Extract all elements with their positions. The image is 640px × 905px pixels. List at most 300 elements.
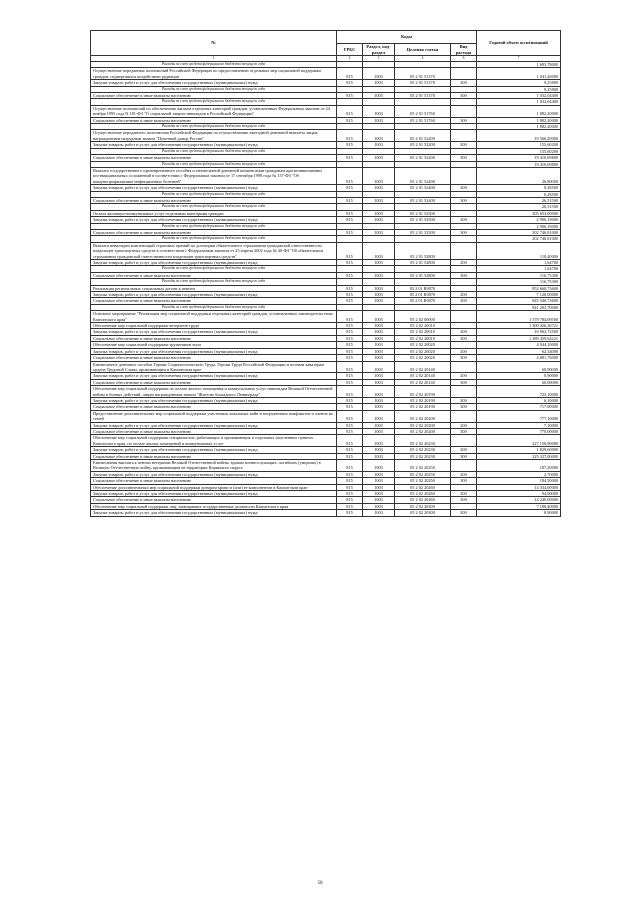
- razdel-cell: 1003: [363, 379, 395, 385]
- razdel-cell: 1003: [363, 404, 395, 410]
- grbs-cell: 815: [337, 386, 363, 398]
- amount-cell: 116,75300: [477, 279, 561, 285]
- expense-type-cell: 200: [451, 491, 477, 497]
- razdel-cell: 1003: [363, 197, 395, 203]
- note-text: Расходы за счет средств федерального бюджета текущего года: [91, 148, 337, 154]
- amount-cell: 6,10000: [477, 397, 561, 403]
- item-name: Закупка товаров, работ и услуг для обеспечения государственных (муниципальных) нужд: [91, 491, 337, 497]
- item-name: Социальное обеспечение и иные выплаты населению: [91, 404, 337, 410]
- amount-cell: 1,64700: [477, 260, 561, 266]
- grbs-cell: 815: [337, 335, 363, 341]
- expense-type-cell: 200: [451, 447, 477, 453]
- amount-cell: 845 540,73600: [477, 298, 561, 304]
- note-text: Расходы за счет средств федерального бюджета текущего года: [91, 204, 337, 210]
- target-article-cell: 05 2 02 20250: [395, 471, 451, 477]
- expense-type-cell: [451, 167, 477, 184]
- target-article-cell: 05 2 02 20300: [395, 510, 451, 516]
- target-article-cell: 05 2 02 20190: [395, 386, 451, 398]
- amount-cell: 0,28500: [477, 191, 561, 197]
- amount-cell: 225 327,00000: [477, 453, 561, 459]
- target-article-cell: 05 2 02 20260: [395, 491, 451, 497]
- item-name: Социальное обеспечение и иные выплаты населению: [91, 155, 337, 161]
- target-article-cell: 05 2 01 52400: [395, 197, 451, 203]
- amount-cell: 0,90000: [477, 373, 561, 379]
- grbs-cell: 815: [337, 329, 363, 335]
- note-text: Расходы за счет средств федерального бюджета текущего года: [91, 266, 337, 272]
- razdel-cell: 1003: [363, 260, 395, 266]
- note-text: Расходы за счет средств федерального бюджета текущего года: [91, 191, 337, 197]
- razdel-cell: 1003: [363, 242, 395, 259]
- expense-type-cell: 200: [451, 185, 477, 191]
- grbs-cell: 815: [337, 142, 363, 148]
- grbs-cell: 815: [337, 361, 363, 373]
- item-name: Закупка товаров, работ и услуг для обеспечения государственных (муниципальных) нужд: [91, 373, 337, 379]
- header-target-article: Целевая статья: [395, 44, 451, 56]
- column-index: 7: [477, 56, 561, 62]
- amount-cell: 1 882,20000: [477, 117, 561, 123]
- table-row: [91, 510, 561, 516]
- expense-type-cell: 300: [451, 478, 477, 484]
- amount-cell: 1 041,20000: [477, 68, 561, 80]
- razdel-cell: 1003: [363, 130, 395, 142]
- grbs-cell: 815: [337, 373, 363, 379]
- expense-type-cell: 200: [451, 373, 477, 379]
- amount-cell: 9,25800: [477, 80, 561, 86]
- note-text: Расходы за счет средств федерального бюджета текущего года: [91, 99, 337, 105]
- amount-cell: 777,10000: [477, 410, 561, 422]
- target-article-cell: 05 2 01 51370: [395, 80, 451, 86]
- item-name: Социальное обеспечение и иные выплаты населению: [91, 428, 337, 434]
- expense-type-cell: 300: [451, 197, 477, 203]
- expense-type-cell: [451, 105, 477, 117]
- razdel-cell: 1003: [363, 373, 395, 379]
- item-name: Социальное обеспечение и иные выплаты населению: [91, 272, 337, 278]
- amount-cell: 116,75300: [477, 272, 561, 278]
- column-index: 1: [91, 56, 337, 62]
- razdel-cell: 1003: [363, 323, 395, 329]
- amount-cell: 60,90000: [477, 361, 561, 373]
- amount-cell: 19 410,69800: [477, 161, 561, 167]
- target-article-cell: 05 2 02 20250: [395, 478, 451, 484]
- item-name: Ежемесячное денежное пособие Героям Социалистического Труда, Героям Труда Российской Федерации и полным кавалерам ордена Трудовой Славы, проживающим в Камчатском крае: [91, 361, 337, 373]
- target-article-cell: 05 2 01 51370: [395, 93, 451, 99]
- note-text: Расходы за счет средств федерального бюджета текущего года: [91, 223, 337, 229]
- razdel-cell: 1003: [363, 503, 395, 509]
- grbs-cell: 815: [337, 404, 363, 410]
- grbs-cell: 815: [337, 422, 363, 428]
- expense-type-cell: 300: [451, 229, 477, 235]
- table-row: [91, 361, 561, 373]
- item-name: Реализация региональных социальных доплат к пенсии: [91, 285, 337, 291]
- item-name: Закупка товаров, работ и услуг для обеспечения государственных (муниципальных) нужд: [91, 292, 337, 298]
- expense-type-cell: 300: [451, 93, 477, 99]
- item-name: Социальное обеспечение и иные выплаты населению: [91, 229, 337, 235]
- razdel-cell: 1003: [363, 292, 395, 298]
- razdel-cell: 1003: [363, 335, 395, 341]
- table-row: [91, 68, 561, 80]
- razdel-cell: 1003: [363, 478, 395, 484]
- item-name: Основное мероприятие "Реализация мер социальной поддержки отдельных категорий граждан, установленных законодательством Камчатского края": [91, 311, 337, 323]
- razdel-cell: 1003: [363, 210, 395, 216]
- amount-cell: 155,60200: [477, 148, 561, 154]
- expense-type-cell: 200: [451, 348, 477, 354]
- item-name: Обеспечение мер социальной поддержки по оплате жилого помещения и коммунальных услуг инвалидам Великой Отечественной войны и боевых действий, лицам награжденным знаком "Жителю блокадного Ленинграда": [91, 386, 337, 398]
- grbs-cell: 815: [337, 105, 363, 117]
- grbs-cell: 815: [337, 130, 363, 142]
- item-name: Ежемесячная выплата к пенсии ветеранам Великой Отечественной войны, вдовам военнослужащих, погибших (умерших) в Великую Отечественную войну, проживающим на территории Корякского округа: [91, 460, 337, 472]
- item-name: Осуществление переданных полномочий Российской Федерации по предоставлению отдельных мер социальной поддержки граждан, подвергшихся воздействию радиации: [91, 68, 337, 80]
- amount-cell: 155,60200: [477, 142, 561, 148]
- razdel-cell: 1003: [363, 167, 395, 184]
- razdel-cell: 1003: [363, 229, 395, 235]
- target-article-cell: 05 2 02 20190: [395, 397, 451, 403]
- grbs-cell: 815: [337, 285, 363, 291]
- expense-type-cell: 200: [451, 329, 477, 335]
- razdel-cell: 1003: [363, 285, 395, 291]
- item-name: Социальное обеспечение и иные выплаты населению: [91, 117, 337, 123]
- item-name: Предоставление дополнительных мер социальной поддержки участников локальных войн и вооруженных конфликтов и членов их семей: [91, 410, 337, 422]
- table-row: [91, 410, 561, 422]
- amount-cell: 4 881,76000: [477, 355, 561, 361]
- item-name: Закупка товаров, работ и услуг для обеспечения государственных (муниципальных) нужд: [91, 260, 337, 266]
- amount-cell: 4 944,10000: [477, 342, 561, 348]
- expense-type-cell: [451, 386, 477, 398]
- razdel-cell: 1003: [363, 68, 395, 80]
- amount-cell: 1 882,20000: [477, 105, 561, 117]
- grbs-cell: 815: [337, 155, 363, 161]
- target-article-cell: 05 2 01 R0070: [395, 285, 451, 291]
- item-name: Обеспечение мер социальной поддержки лиц, замещавших государственные должности Камчатского края: [91, 503, 337, 509]
- razdel-cell: 1003: [363, 155, 395, 161]
- item-name: Закупка товаров, работ и услуг для обеспечения государственных (муниципальных) нужд: [91, 185, 337, 191]
- amount-cell: 205 653,00000: [477, 210, 561, 216]
- expense-type-cell: 300: [451, 428, 477, 434]
- item-name: Закупка товаров, работ и услуг для обеспечения государственных (муниципальных) нужд: [91, 142, 337, 148]
- grbs-cell: 815: [337, 428, 363, 434]
- amount-cell: 1 300 426,36721: [477, 323, 561, 329]
- expense-type-cell: 300: [451, 355, 477, 361]
- expense-type-cell: 300: [451, 404, 477, 410]
- target-article-cell: 05 2 01 52800: [395, 272, 451, 278]
- item-name: Социальное обеспечение и иные выплаты населению: [91, 379, 337, 385]
- item-name: Социальное обеспечение и иные выплаты населению: [91, 335, 337, 341]
- razdel-cell: 1003: [363, 484, 395, 490]
- header-amount: Годовой объем ассигнований: [477, 31, 561, 56]
- grbs-cell: 815: [337, 260, 363, 266]
- target-article-cell: 05 2 02 20300: [395, 503, 451, 509]
- item-name: Социальное обеспечение и иные выплаты населению: [91, 497, 337, 503]
- item-name: Закупка товаров, работ и услуг для обеспечения государственных (муниципальных) нужд: [91, 348, 337, 354]
- grbs-cell: 815: [337, 298, 363, 304]
- amount-cell: 7 120,00000: [477, 292, 561, 298]
- item-name: Выплата инвалидам компенсаций страховых премий по договорам обязательного страхования гражданской ответственности владельцев транспортных средств в соответствии с Федеральным законом от 25 апреля 2002 года № 40-ФЗ "Об обязательном страховании гражданской ответственности владельцев транспортных средств": [91, 242, 337, 259]
- expense-type-cell: 200: [451, 260, 477, 266]
- item-name: Обеспечение мер социальной поддержки тружеников тыла: [91, 342, 337, 348]
- target-article-cell: 05 2 01 52500: [395, 217, 451, 223]
- target-article-cell: 05 2 02 20010: [395, 329, 451, 335]
- grbs-cell: 815: [337, 197, 363, 203]
- table-row: [91, 167, 561, 184]
- amount-cell: 1 289 459,64221: [477, 335, 561, 341]
- amount-cell: 841 203,70000: [477, 304, 561, 310]
- target-article-cell: 05 2 02 20010: [395, 323, 451, 329]
- grbs-cell: 815: [337, 355, 363, 361]
- header-codes: Коды: [337, 31, 477, 44]
- grbs-cell: 815: [337, 478, 363, 484]
- item-name: Закупка товаров, работ и услуг для обеспечения государственных (муниципальных) нужд: [91, 80, 337, 86]
- grbs-cell: 815: [337, 93, 363, 99]
- amount-cell: 1 829,60000: [477, 447, 561, 453]
- razdel-cell: 1003: [363, 329, 395, 335]
- expense-type-cell: 200: [451, 397, 477, 403]
- razdel-cell: 1003: [363, 355, 395, 361]
- razdel-cell: 1003: [363, 361, 395, 373]
- amount-cell: 26,80000: [477, 167, 561, 184]
- item-name: Социальное обеспечение и иные выплаты населению: [91, 197, 337, 203]
- amount-cell: 770,00000: [477, 428, 561, 434]
- grbs-cell: 815: [337, 242, 363, 259]
- note-text: Расходы за счет средств федерального бюджета текущего года: [91, 236, 337, 242]
- target-article-cell: 05 2 02 20020: [395, 355, 451, 361]
- razdel-cell: 1003: [363, 453, 395, 459]
- item-name: Обеспечение мер социальной поддержки специалистов, работающих и проживающих в отдельных населенных пунктах Камчатского края, по оплате жилых помещений и коммунальных услуг: [91, 435, 337, 447]
- table-row: [91, 130, 561, 142]
- expense-type-cell: [451, 410, 477, 422]
- amount-cell: 187,20000: [477, 460, 561, 472]
- grbs-cell: 815: [337, 348, 363, 354]
- grbs-cell: 815: [337, 323, 363, 329]
- grbs-cell: 815: [337, 292, 363, 298]
- razdel-cell: 1003: [363, 342, 395, 348]
- razdel-cell: 1003: [363, 460, 395, 472]
- grbs-cell: 815: [337, 491, 363, 497]
- grbs-cell: 815: [337, 471, 363, 477]
- grbs-cell: 815: [337, 311, 363, 323]
- item-name: Закупка товаров, работ и услуг для обеспечения государственных (муниципальных) нужд: [91, 471, 337, 477]
- grbs-cell: 815: [337, 217, 363, 223]
- target-article-cell: 05 2 02 20230: [395, 435, 451, 447]
- item-name: Закупка товаров, работ и услуг для обеспечения государственных (муниципальных) нужд: [91, 397, 337, 403]
- razdel-cell: 1003: [363, 497, 395, 503]
- amount-cell: 9,25800: [477, 86, 561, 92]
- razdel-cell: 1003: [363, 105, 395, 117]
- amount-cell: 62,34000: [477, 348, 561, 354]
- target-article-cell: 05 2 02 20020: [395, 342, 451, 348]
- item-name: Обеспечение мер социальной поддержки ветеранов труда: [91, 323, 337, 329]
- amount-cell: 7 188,40000: [477, 503, 561, 509]
- target-article-cell: 05 2 01 52800: [395, 242, 451, 259]
- header-grbs: ГРБС: [337, 44, 363, 56]
- header-razdel: Раздел, под-раздел: [363, 44, 395, 56]
- target-article-cell: 05 2 02 20260: [395, 497, 451, 503]
- grbs-cell: 815: [337, 435, 363, 447]
- expense-type-cell: 300: [451, 272, 477, 278]
- expense-type-cell: 200: [451, 471, 477, 477]
- target-article-cell: 05 2 02 20010: [395, 335, 451, 341]
- target-article-cell: 05 2 02 20190: [395, 404, 451, 410]
- expense-type-cell: 300: [451, 298, 477, 304]
- item-name: Закупка товаров, работ и услуг для обеспечения государственных (муниципальных) нужд: [91, 217, 337, 223]
- target-article-cell: 05 2 01 52200: [395, 130, 451, 142]
- grbs-cell: 815: [337, 510, 363, 516]
- target-article-cell: 05 2 02 20230: [395, 447, 451, 453]
- expense-type-cell: 300: [451, 117, 477, 123]
- expense-type-cell: 200: [451, 292, 477, 298]
- table-row: [91, 105, 561, 117]
- table-row: [91, 435, 561, 447]
- razdel-cell: 1003: [363, 428, 395, 434]
- grbs-cell: 815: [337, 497, 363, 503]
- target-article-cell: 05 2 02 20020: [395, 348, 451, 354]
- expense-type-cell: [451, 361, 477, 373]
- razdel-cell: 1003: [363, 93, 395, 99]
- razdel-cell: 1003: [363, 272, 395, 278]
- header-number: №: [91, 31, 337, 56]
- item-name: Социальное обеспечение и иные выплаты населению: [91, 93, 337, 99]
- target-article-cell: 05 2 02 20260: [395, 484, 451, 490]
- item-name: Социальное обеспечение и иные выплаты населению: [91, 298, 337, 304]
- amount-cell: 1 578 784,09500: [477, 311, 561, 323]
- amount-cell: 60,00000: [477, 379, 561, 385]
- page-number: 50: [317, 881, 323, 886]
- amount-cell: 26,51500: [477, 204, 561, 210]
- razdel-cell: 1003: [363, 510, 395, 516]
- target-article-cell: 05 2 01 51370: [395, 68, 451, 80]
- item-name: Закупка товаров, работ и услуг для обеспечения государственных (муниципальных) нужд: [91, 422, 337, 428]
- amount-cell: 227 156,90000: [477, 435, 561, 447]
- item-name: Социальное обеспечение и иные выплаты населению: [91, 478, 337, 484]
- item-name: Осуществление переданного полномочия Российской Федерации по осуществлению ежегодной денежной выплаты лицам, награжденным нагрудным знаком "Почетный донор России": [91, 130, 337, 142]
- note-text: Расходы за счет средств федерального бюджета текущего года: [91, 62, 337, 68]
- expense-type-cell: 300: [451, 379, 477, 385]
- table-row: [91, 386, 561, 398]
- item-name: Социальное обеспечение и иные выплаты населению: [91, 453, 337, 459]
- note-text: Расходы за счет средств федерального бюджета текущего года: [91, 86, 337, 92]
- column-index: 4: [395, 56, 451, 62]
- grbs-cell: 815: [337, 503, 363, 509]
- amount-cell: 7,10000: [477, 422, 561, 428]
- target-article-cell: 05 2 01 52500: [395, 210, 451, 216]
- amount-cell: 0,28500: [477, 185, 561, 191]
- amount-cell: 1,64700: [477, 266, 561, 272]
- amount-cell: 118,40000: [477, 242, 561, 259]
- razdel-cell: 1003: [363, 298, 395, 304]
- amount-cell: 202 746,81000: [477, 236, 561, 242]
- grbs-cell: 815: [337, 185, 363, 191]
- expense-type-cell: 200: [451, 217, 477, 223]
- expense-type-cell: 300: [451, 155, 477, 161]
- amount-cell: 1 032,04400: [477, 99, 561, 105]
- amount-cell: 94,00000: [477, 491, 561, 497]
- razdel-cell: 1003: [363, 491, 395, 497]
- razdel-cell: 1003: [363, 348, 395, 354]
- amount-cell: 14 334,00000: [477, 484, 561, 490]
- expense-type-cell: [451, 435, 477, 447]
- amount-cell: 2 906,19000: [477, 223, 561, 229]
- target-article-cell: 05 2 02 20140: [395, 379, 451, 385]
- grbs-cell: 815: [337, 397, 363, 403]
- target-article-cell: 05 2 01 R0070: [395, 292, 451, 298]
- target-article-cell: 05 2 01 R0070: [395, 298, 451, 304]
- target-article-cell: 05 2 01 51760: [395, 105, 451, 117]
- expense-type-cell: 300: [451, 497, 477, 503]
- target-article-cell: 05 2 01 52200: [395, 155, 451, 161]
- expense-type-cell: 200: [451, 80, 477, 86]
- grbs-cell: 815: [337, 229, 363, 235]
- razdel-cell: 1003: [363, 410, 395, 422]
- amount-cell: 1 882,20000: [477, 124, 561, 130]
- expense-type-cell: 200: [451, 142, 477, 148]
- grbs-cell: 815: [337, 453, 363, 459]
- expense-type-cell: [451, 311, 477, 323]
- amount-cell: 19 410,69800: [477, 155, 561, 161]
- amount-cell: 8,90000: [477, 510, 561, 516]
- table-row: [91, 242, 561, 259]
- razdel-cell: 1003: [363, 471, 395, 477]
- column-index: 6: [451, 56, 477, 62]
- amount-cell: 2 906,19000: [477, 217, 561, 223]
- header-expense-type: Вид расхода: [451, 44, 477, 56]
- target-article-cell: 05 2 01 52500: [395, 229, 451, 235]
- amount-cell: 723,10000: [477, 386, 561, 398]
- expense-type-cell: 300: [451, 453, 477, 459]
- amount-cell: 1 032,04400: [477, 93, 561, 99]
- item-name: Социальное обеспечение и иные выплаты населению: [91, 355, 337, 361]
- target-article-cell: 05 2 01 52400: [395, 167, 451, 184]
- note-text: Расходы за счет средств федерального бюджета текущего года: [91, 279, 337, 285]
- razdel-cell: 1003: [363, 447, 395, 453]
- target-article-cell: 05 2 02 20200: [395, 428, 451, 434]
- target-article-cell: 05 2 01 52200: [395, 142, 451, 148]
- grbs-cell: 815: [337, 460, 363, 472]
- note-text: Расходы за счет средств федерального бюджета текущего года: [91, 124, 337, 130]
- amount-cell: 14 240,00000: [477, 497, 561, 503]
- razdel-cell: 1003: [363, 422, 395, 428]
- expense-type-cell: 200: [451, 510, 477, 516]
- amount-cell: 717,00000: [477, 404, 561, 410]
- razdel-cell: 1003: [363, 397, 395, 403]
- razdel-cell: 1003: [363, 386, 395, 398]
- document-page: [90, 30, 560, 517]
- item-name: Оплата жилищно-коммунальных услуг отдельным категориям граждан: [91, 210, 337, 216]
- amount-cell: 202 746,81000: [477, 229, 561, 235]
- target-article-cell: 05 2 02 20140: [395, 373, 451, 379]
- razdel-cell: 1003: [363, 117, 395, 123]
- amount-cell: 1 693,78000: [477, 62, 561, 68]
- amount-cell: 184,50000: [477, 478, 561, 484]
- grbs-cell: 815: [337, 342, 363, 348]
- grbs-cell: 815: [337, 272, 363, 278]
- grbs-cell: 815: [337, 447, 363, 453]
- grbs-cell: 815: [337, 68, 363, 80]
- item-name: Обеспечение дополнительных мер социальной поддержки донорам крови и (или) ее компонентов в Камчатском крае: [91, 484, 337, 490]
- razdel-cell: 1003: [363, 435, 395, 447]
- amount-cell: 19 566,20000: [477, 130, 561, 142]
- grbs-cell: 815: [337, 210, 363, 216]
- target-article-cell: 05 2 02 20230: [395, 453, 451, 459]
- target-article-cell: 05 2 02 00000: [395, 311, 451, 323]
- grbs-cell: 815: [337, 167, 363, 184]
- target-article-cell: 05 2 02 20140: [395, 361, 451, 373]
- grbs-cell: 815: [337, 484, 363, 490]
- target-article-cell: 05 2 02 20250: [395, 460, 451, 472]
- amount-cell: 26,51500: [477, 197, 561, 203]
- grbs-cell: 815: [337, 410, 363, 422]
- amount-cell: 2,70000: [477, 471, 561, 477]
- table-row: [91, 311, 561, 323]
- expense-type-cell: [451, 242, 477, 259]
- expense-type-cell: [451, 68, 477, 80]
